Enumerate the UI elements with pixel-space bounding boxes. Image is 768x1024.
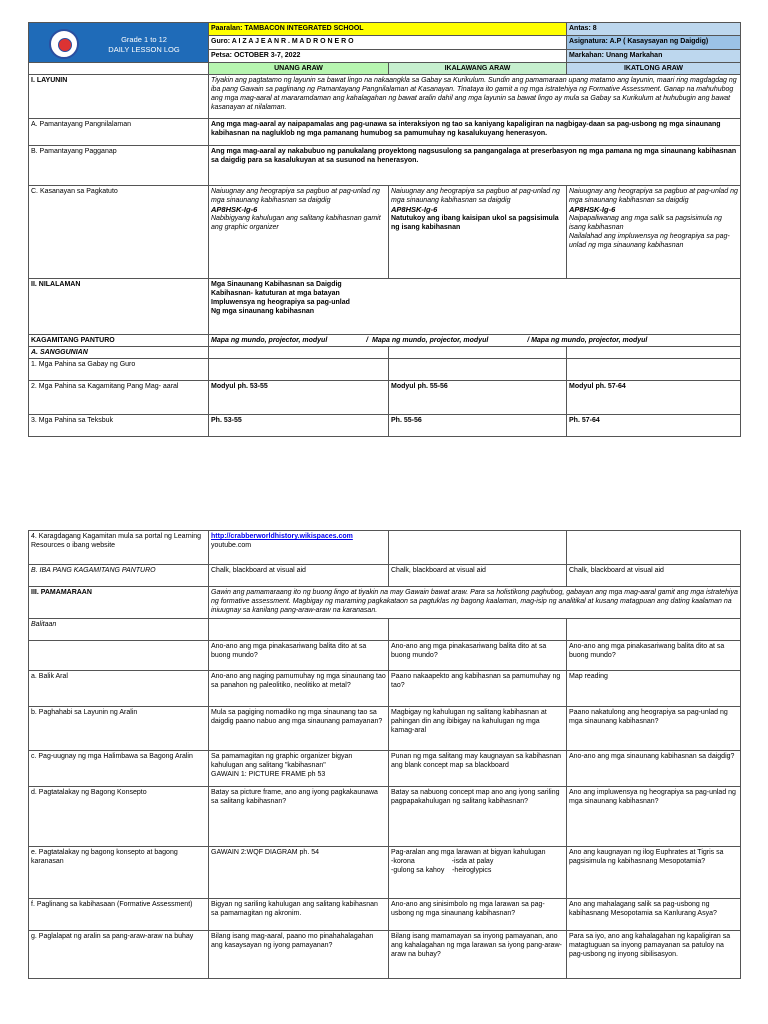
paglinang-label: f. Paglinang sa kabihasaan (Formative Assessment): [29, 899, 209, 931]
paglalapat-label: g. Paglalapat ng aralin sa pang-araw-araw na buhay: [29, 931, 209, 979]
teksbuk-label: 3. Mga Pahina sa Teksbuk: [29, 415, 209, 437]
iba-label: B. IBA PANG KAGAMITANG PANTURO: [29, 565, 209, 587]
kasanayan-day3-text: Naiuugnay ang heograpiya sa pagbuo at pag-unlad ng mga sinaunang kabihasnan sa daigdig: [569, 188, 738, 204]
pamamaraan-text: Gawin ang pamamaraang ito ng buong lingo at tiyakin na may Gawain bawat araw. Para sa holistikong paghubog, gabayan ang mga mag-aaral gamit ang mga istratehiya ng formative assessment. Magbigay ng maraming pagkakataon sa pagtuklas ng bagong kaalaman, mag-isip ng analitikal at kusang matagpuan ang dating kaalaman na iniuugnay sa kanilang pang-araw-araw na karanasan.: [209, 587, 741, 619]
teksbuk-day2: Ph. 55-56: [389, 415, 567, 437]
layunin-label: I. LAYUNIN: [29, 75, 209, 119]
youtube-link: youtube.com: [211, 542, 252, 549]
kagamitan-label: KAGAMITANG PANTURO: [29, 335, 209, 347]
karagdagan-label: 4. Karagdagang Kagamitan mula sa portal ng Learning Resources o ibang website: [29, 531, 209, 565]
balitaan-day3: Ano-ano ang mga pinakasariwang balita dito at sa buong mundo?: [567, 641, 741, 671]
gabay-guro-label: 1. Mga Pahina sa Gabay ng Guro: [29, 359, 209, 381]
procedure-table: [28, 530, 741, 979]
balitaan-row-label: [29, 641, 209, 671]
bagong-konsepto-day1: GAWAIN 2:WQF DIAGRAM ph. 54: [209, 847, 389, 899]
gabay-guro-day2: [389, 359, 567, 381]
day3-header: IKATLONG ARAW: [567, 63, 741, 75]
paglalapat-day2: Bilang isang mamamayan sa inyong pamayanan, ano ang kahalagahan ng mga larawan sa iyong pang-araw-araw na buhay?: [389, 931, 567, 979]
balik-aral-day2: Paano nakaapekto ang kabihasnan sa pamumuhay ng tao?: [389, 671, 567, 707]
kasanayan-label: C. Kasanayan sa Pagkatuto: [29, 186, 209, 279]
markahan: Markahan: Unang Markahan: [567, 49, 741, 62]
grade-label: Grade 1 to 12: [121, 35, 167, 44]
bagong-konsepto-label: e. Pagtatalakay ng bagong konsepto at bagong karanasan: [29, 847, 209, 899]
pag-uugnay-day2: Punan ng mga salitang may kaugnayan sa kabihasnan ang blank concept map sa blackboard: [389, 751, 567, 787]
paghahabi-day1: Mula sa pagiging nomadiko ng mga sinaunang tao sa daigdig paano nabuo ang mga sinaunang pamayanan?: [209, 707, 389, 751]
layunin-text: Tiyakin ang pagtatamo ng layunin sa bawat lingo na nakaangkla sa Gabay sa Kurikulum. Sundin ang pamamaraan upang matamo ang layunin, maari ring magdagdag ng iba pang Gawain sa paglinang ng Pamantayang Pangnilalaman at Kasanayan. Tinataya ito gamit a ng mga istratehiya ng Formative Assessment. Ganap na mahuhubog ang mga mag-aaral at mararamdaman ang kahalagahan ng bawat aralin dahil ang mga layunin sa bawat lingo ay mula sa Gabay sa Kurikulum at huhubugin ang bawat kasanayan at nilalaman.: [209, 75, 741, 119]
balik-aral-label: a. Balik Aral: [29, 671, 209, 707]
balik-aral-day3: Map reading: [567, 671, 741, 707]
balitaan-day1: Ano-ano ang mga pinakasariwang balita dito at sa buong mundo?: [209, 641, 389, 671]
balik-aral-day1: Ano-ano ang naging pamumuhay ng mga sinaunang tao sa panahon ng paleolitiko, neolitiko at metal?: [209, 671, 389, 707]
kasanayan-day2-extra: Natutukoy ang ibang kaisipan ukol sa pagsisimula ng isang kabihasnan: [391, 215, 559, 231]
teksbuk-day3: Ph. 57-64: [567, 415, 741, 437]
sanggunian-label: A. SANGGUNIAN: [29, 347, 209, 359]
kagamitang-mag-aaral-day2: Modyul ph. 55-56: [389, 381, 567, 415]
kasanayan-day2-text: Naiuugnay ang heograpiya sa pagbuo at pag-unlad ng mga sinaunang kabihasnan sa daigdig: [391, 188, 560, 204]
teksbuk-day1: Ph. 53-55: [209, 415, 389, 437]
kagamitang-mag-aaral-day1: Modyul ph. 53-55: [209, 381, 389, 415]
paglalapat-day1: Bilang isang mag-aaral, paano mo pinahahalagahan ang kasaysayan ng iyong pamayanan?: [209, 931, 389, 979]
pagtatalakay-day2: Batay sa nabuong concept map ano ang iyong sariling pagpapakahulugan ng salitang kabihasnan?: [389, 787, 567, 847]
logo-text: [89, 35, 199, 55]
iba-day3: Chalk, blackboard at visual aid: [567, 565, 741, 587]
kasanayan-day3: [567, 186, 741, 279]
pangnilalaman-label: A. Pamantayang Pangnilalaman: [29, 119, 209, 146]
nilalaman-text: Mga Sinaunang Kabihasnan sa Daigdig Kabihasnan- katuturan at mga batayan Impluwensya ng heograpiya sa pag-unlad Ng mga sinaunang kabihasnan: [209, 279, 741, 335]
pagganap-label: B. Pamantayang Pagganap: [29, 146, 209, 186]
pagganap-text: Ang mga mag-aaral ay nakabubuo ng panukalang proyektong nagsusulong sa pangangalaga at preserbasyon ng mga pamana ng mga sinaunang kabihasnan sa daigdig para sa kasalukuyan at sa susunod na henerasyon.: [209, 146, 741, 186]
bagong-konsepto-day2: Pag-aralan ang mga larawan at bigyan kahulugan -korona -isda at palay -gulong sa kahoy -heiroglypics: [389, 847, 567, 899]
paghahabi-day2: Magbigay ng kahulugan ng salitang kabihasnan at pahingan din ang ibibigay na kahulugan ng mga kamag-aral: [389, 707, 567, 751]
pagtatalakay-label: d. Pagtatalakay ng Bagong Konsepto: [29, 787, 209, 847]
day1-header: UNANG ARAW: [209, 63, 389, 75]
day2-header: IKALAWANG ARAW: [389, 63, 567, 75]
nilalaman-label: II. NILALAMAN: [29, 279, 209, 335]
balitaan-label: Balitaan: [29, 619, 209, 641]
kasanayan-day3-code: AP8HSK-Ig-6: [569, 205, 616, 214]
gabay-guro-day1: [209, 359, 389, 381]
kasanayan-day2: [389, 186, 567, 279]
paglinang-day2: Ano-ano ang sinisimbolo ng mga larawan sa pag-usbong ng mga sinaunang kabihasnan?: [389, 899, 567, 931]
kasanayan-day1: [209, 186, 389, 279]
kasanayan-day1-text: Naiuugnay ang heograpiya sa pagbuo at pag-unlad ng mga sinaunang kabihasnan sa daigdig: [211, 188, 380, 204]
gabay-guro-day3: [567, 359, 741, 381]
kasanayan-day3-extra: Naipapaliwanag ang mga salik sa pagsisimula ng isang kabihasnan Nailalahad ang impluwensya ng heograpiya sa pag-unlad ng mga sinaunang kabihasnan: [569, 215, 730, 249]
pag-uugnay-label: c. Pag-uugnay ng mga Halimbawa sa Bagong Aralin: [29, 751, 209, 787]
header-table: [28, 22, 741, 437]
paghahabi-day3: Paano nakatulong ang heograpiya sa pag-unlad ng mga sinaunang kabihasnan?: [567, 707, 741, 751]
kasanayan-day2-code: AP8HSK-Ig-6: [391, 205, 438, 214]
school-logo-cell: [29, 23, 209, 63]
iba-day1: Chalk, blackboard at visual aid: [209, 565, 389, 587]
pag-uugnay-day1: Sa pamamagitan ng graphic organizer bigyan kahulugan ang salitang "kabihasnan" GAWAIN 1: PICTURE FRAME ph 53: [209, 751, 389, 787]
pagtatalakay-day3: Ano ang impluwensya ng heograpiya sa pag-unlad ng mga sinaunang kabihasnan?: [567, 787, 741, 847]
balitaan-day2: Ano-ano ang mga pinakasariwang balita dito at sa buong mundo?: [389, 641, 567, 671]
log-title: DAILY LESSON LOG: [108, 45, 180, 54]
kasanayan-day1-extra: Nabibigyang kahulugan ang salitang kabihasnan gamit ang graphic organizer: [211, 215, 381, 231]
paglinang-day3: Ano ang mahalagang salik sa pag-usbong ng kabihasnang Mesopotamia sa Kanlurang Asya?: [567, 899, 741, 931]
paaralan: Paaralan: TAMBACON INTEGRATED SCHOOL: [209, 23, 567, 36]
kagamitang-mag-aaral-label: 2. Mga Pahina sa Kagamitang Pang Mag- aaral: [29, 381, 209, 415]
kagamitang-mag-aaral-day3: Modyul ph. 57-64: [567, 381, 741, 415]
pagtatalakay-day1: Batay sa picture frame, ano ang iyong pagkakaunawa sa salitang kabihasnan?: [209, 787, 389, 847]
pamamaraan-label: III. PAMAMARAAN: [29, 587, 209, 619]
asignatura: Asignatura: A.P ( Kasaysayan ng Daigdig): [567, 36, 741, 49]
bagong-konsepto-day3: Ano ang kaugnayan ng ilog Euphrates at Tigris sa pagsisimula ng kabihasnang Mesopotamia?: [567, 847, 741, 899]
lesson-log-page-1: [28, 22, 740, 437]
kagamitan-text: Mapa ng mundo, projector, modyul / Mapa ng mundo, projector, modyul / Mapa ng mundo, projector, modyul: [209, 335, 741, 347]
kasanayan-day1-code: AP8HSK-Ig-6: [211, 205, 258, 214]
paghahabi-label: b. Paghahabi sa Layunin ng Aralin: [29, 707, 209, 751]
petsa: Petsa: OCTOBER 3-7, 2022: [209, 49, 567, 62]
deped-seal-icon: [49, 29, 79, 59]
karagdagan-day1: [209, 531, 389, 565]
guro: Guro: A I Z A J E A N R . M A D R O N E R O: [209, 36, 567, 49]
paglinang-day1: Bigyan ng sariling kahulugan ang salitang kabihasnan sa pamamagitan ng akronim.: [209, 899, 389, 931]
iba-day2: Chalk, blackboard at visual aid: [389, 565, 567, 587]
wikispaces-link[interactable]: http://crabberworldhistory.wikispaces.com: [211, 533, 353, 540]
antas: Antas: 8: [567, 23, 741, 36]
pag-uugnay-day3: Ano-ano ang mga sinaunang kabihasnan sa daigdig?: [567, 751, 741, 787]
lesson-log-page-2: [28, 530, 740, 979]
paglalapat-day3: Para sa iyo, ano ang kahalagahan ng kapaligiran sa matagtuguan sa inyong pamayanan sa patuloy na pag-usbong ng inyong sibilisasyon.: [567, 931, 741, 979]
pangnilalaman-text: Ang mga mag-aaral ay naipapamalas ang pag-unawa sa interaksiyon ng tao sa kaniyang kapaligiran na nagbigay-daan sa pag-usbong ng mga sinaunang kabihasnan na nagluklob ng mga pamanang humubog sa pamumuhay ng kasalukuyang henerasyon.: [209, 119, 741, 146]
